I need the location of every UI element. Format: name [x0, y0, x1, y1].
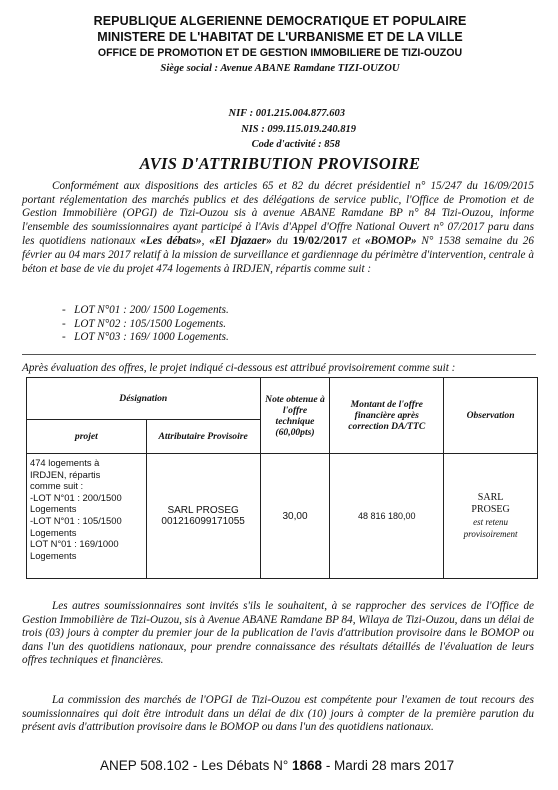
attribution-table — [26, 377, 538, 579]
header-projet: projet — [27, 420, 147, 454]
notice-title: AVIS D'ATTRIBUTION PROVISOIRE — [139, 154, 421, 173]
header-ministry: MINISTERE DE L'HABITAT DE L'URBANISME ET DE LA VILLE — [97, 30, 463, 44]
activity-code: Code d'activité : 858 — [251, 139, 340, 150]
section-divider — [22, 354, 536, 355]
table-row — [27, 454, 538, 579]
intro-text-2: N° 1538 semaine du 26 février au 04 mars 2017 relatif à la mission de surveillance et gardiennage du périmètre d'intervention, centrale à béton et base de vie du projet 474 logements à IRDJEN, répartis comme suit : — [22, 235, 534, 275]
note-cell: 30,00 — [260, 454, 330, 579]
attributaire-name: SARL PROSEG — [167, 505, 239, 516]
intro-sep: , — [201, 235, 210, 248]
intro-et: et — [347, 235, 365, 248]
lot-item: - LOT N°01 : 200/ 1500 Logements. — [62, 304, 229, 316]
header-office: OFFICE DE PROMOTION ET DE GESTION IMMOBILIERE DE TIZI-OUZOU — [97, 47, 463, 59]
intro-text-1: Conformément aux dispositions des articles 65 et 82 du décret présidentiel n° 15/247 du 16/09/2015 portant réglementation des marchés publics et des délégations de service public, l'Office de Promotion et de Gestion Immobilière (OPGI) de Tizi-Ouzou sis à avenue ABANE Ramdane BP n° 84 Tizi-Ouzou, informe l'ensemble des soumissionnaires ayant participé à l'Avis d'Appel d'Offre National Ouvert n° 07/2017 paru dans les quotidiens nationaux — [22, 180, 534, 248]
nif-number: NIF : 001.215.004.877.603 — [228, 108, 345, 119]
lot-item: - LOT N°02 : 105/1500 Logements. — [62, 317, 227, 330]
newspaper-les-debats: «Les débats» — [140, 235, 202, 248]
header-republic: REPUBLIQUE ALGERIENNE DEMOCRATIQUE ET POPULAIRE — [93, 14, 467, 28]
intro-du: du — [271, 235, 293, 248]
observation-cell: SARL PROSEG est retenu provisoirement — [444, 454, 538, 579]
evaluation-statement: Après évaluation des offres, le projet indiqué ci-dessous est attribué provisoirement comme suit : — [22, 362, 456, 374]
nis-number: NIS : 099.115.019.240.819 — [241, 124, 356, 135]
montant-cell: 48 816 180,00 — [330, 454, 444, 579]
header-address: Siège social : Avenue ABANE Ramdane TIZI-OUZOU — [160, 63, 400, 74]
commission-paragraph: La commission des marchés de l'OPGI de Tizi-Ouzou est compétente pour l'examen de tout recours des soumissionnaires qui doit être introduit dans un délai de dix (10) jours à compter de la première parution du présent avis d'attribution provisoire dans le BOMOP ou dans l'un des quotidiens nationaux. — [22, 694, 534, 734]
recourse-info-paragraph: Les autres soumissionnaires sont invités s'ils le souhaitent, à se rapprocher des services de l'Office de Gestion Immobilière de Tizi-Ouzou, sis à Avenue ABANE Ramdane BP 84, Wilaya de Tizi-Ouzou, dans un délai de trois (03) jours à compter du premier jour de la publication de l'avis d'attribution provisoire dans le BOMOP ou dans l'un des quotidiens nationaux, pour prendre connaissance des résultats détaillés de l'évaluation de leurs offres techniques et financières. — [22, 600, 534, 667]
intro-paragraph — [22, 180, 534, 276]
header-designation: Désignation — [27, 378, 261, 420]
header-observation: Observation — [444, 378, 538, 454]
projet-cell: 474 logements à IRDJEN, répartis comme suit : -LOT N°01 : 200/1500 Logements -LOT N°01 : 105/1500 Logements LOT N°01 : 169/1000 Logements — [27, 454, 147, 579]
publication-date: 19/02/2017 — [292, 233, 348, 248]
attributaire-cell — [146, 454, 260, 579]
publication-footer: ANEP 508.102 - Les Débats N° 1868 - Mardi 28 mars 2017 — [100, 758, 455, 773]
newspaper-bomop: «BOMOP» — [365, 235, 417, 248]
header-attributaire: Attributaire Provisoire — [146, 420, 260, 454]
header-note: Note obtenue à l'offre technique (60,00pts) — [260, 378, 330, 454]
header-montant: Montant de l'offre financière après correction DA/TTC — [330, 378, 444, 454]
issue-number: 1868 — [292, 758, 323, 773]
newspaper-el-djazaer: «El Djazaer» — [209, 235, 272, 248]
lots-list — [62, 304, 229, 345]
lot-item: - LOT N°03 : 169/ 1000 Logements. — [62, 331, 229, 343]
attributaire-id: 001216099171055 — [161, 516, 245, 527]
